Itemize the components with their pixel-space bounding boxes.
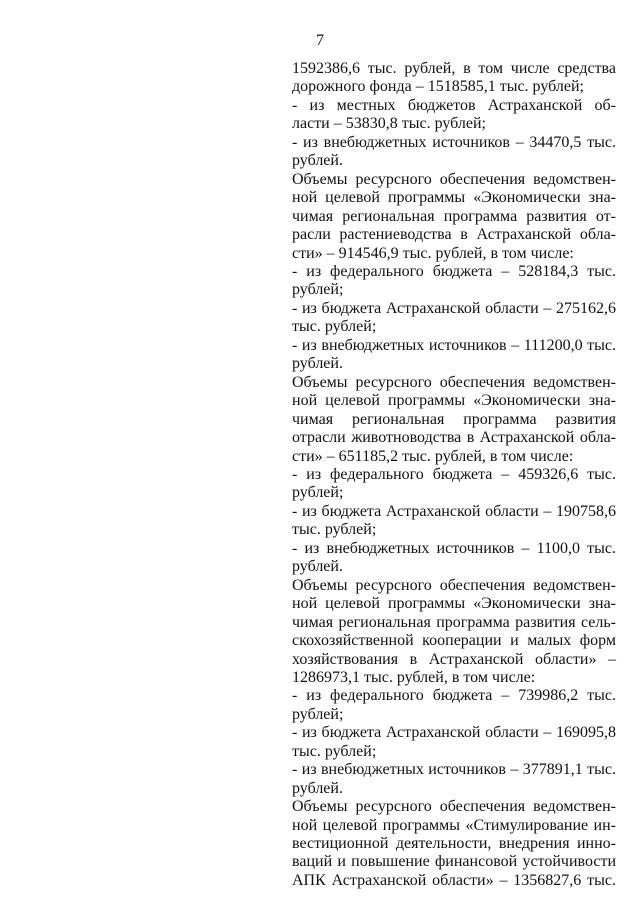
text-line: - из внебюджетных источников – 34470,5 тыс. bbox=[292, 133, 616, 151]
text-line: расли растениеводства в Астраханской обла- bbox=[292, 226, 616, 244]
text-line: тыс. рублей; bbox=[292, 742, 377, 760]
text-line: рублей. bbox=[292, 558, 343, 576]
text-line: ной целевой программы «Экономически зна- bbox=[292, 189, 616, 207]
text-line: - из федерального бюджета – 459326,6 тыс. bbox=[292, 465, 616, 483]
text-line: отрасли животноводства в Астраханской обла- bbox=[292, 429, 616, 447]
text-line: хозяйствования в Астраханской области» – bbox=[292, 650, 616, 668]
text-line: ласти – 53830,8 тыс. рублей; bbox=[292, 115, 486, 133]
text-line: - из внебюджетных источников – 377891,1 тыс. bbox=[292, 761, 616, 779]
text-line: - из федерального бюджета – 739986,2 тыс. bbox=[292, 687, 616, 705]
text-line: сти» – 651185,2 тыс. рублей, в том числе: bbox=[292, 447, 574, 465]
text-line: Объемы ресурсного обеспечения ведомствен- bbox=[292, 576, 616, 594]
page-number: 7 bbox=[316, 32, 324, 49]
text-line: Объемы ресурсного обеспечения ведомствен- bbox=[292, 798, 616, 816]
text-line: рублей; bbox=[292, 705, 344, 723]
text-line: 1592386,6 тыс. рублей, в том числе средства bbox=[292, 60, 616, 77]
text-line: ной целевой программы «Экономически зна- bbox=[292, 595, 616, 613]
text-line: ной целевой программы «Стимулирование ин- bbox=[292, 816, 616, 834]
text-line: сти» – 914546,9 тыс. рублей, в том числе: bbox=[292, 244, 574, 262]
text-line: ваций и повышение финансовой устойчивости bbox=[292, 853, 616, 871]
text-line: рублей. bbox=[292, 152, 343, 170]
text-line: тыс. рублей; bbox=[292, 521, 377, 539]
text-line: - из местных бюджетов Астраханской об- bbox=[292, 96, 616, 114]
text-line: Объемы ресурсного обеспечения ведомствен- bbox=[292, 373, 616, 391]
text-line: - из бюджета Астраханской области – 190758,6 bbox=[292, 502, 616, 520]
document-text-column bbox=[292, 60, 616, 890]
text-line: вестиционной деятельности, внедрения инно- bbox=[292, 835, 616, 853]
text-line: - из внебюджетных источников – 111200,0 тыс. bbox=[292, 336, 616, 354]
text-line: АПК Астраханской области» – 1356827,6 тыс. bbox=[292, 871, 616, 889]
text-line: рублей; bbox=[292, 281, 344, 299]
text-line: чимая региональная программа развития bbox=[292, 410, 616, 428]
text-line: - из бюджета Астраханской области – 169095,8 bbox=[292, 724, 616, 742]
text-line: дорожного фонда – 1518585,1 тыс. рублей; bbox=[292, 78, 584, 96]
text-line: рублей. bbox=[292, 355, 343, 373]
text-line: тыс. рублей; bbox=[292, 318, 377, 336]
text-line: чимая региональная программа развития сель- bbox=[292, 613, 616, 631]
text-line: 1286973,1 тыс. рублей, в том числе: bbox=[292, 668, 536, 686]
text-line: - из бюджета Астраханской области – 275162,6 bbox=[292, 299, 616, 317]
text-line: ной целевой программы «Экономически зна- bbox=[292, 392, 616, 410]
text-line: рублей; bbox=[292, 484, 344, 502]
text-line: - из внебюджетных источников – 1100,0 тыс. bbox=[292, 539, 616, 557]
text-line: Объемы ресурсного обеспечения ведомствен- bbox=[292, 170, 616, 188]
text-line: - из федерального бюджета – 528184,3 тыс. bbox=[292, 262, 616, 280]
text-line: чимая региональная программа развития от- bbox=[292, 207, 616, 225]
text-line: скохозяйственной кооперации и малых форм bbox=[292, 632, 616, 650]
text-line: рублей. bbox=[292, 779, 343, 797]
